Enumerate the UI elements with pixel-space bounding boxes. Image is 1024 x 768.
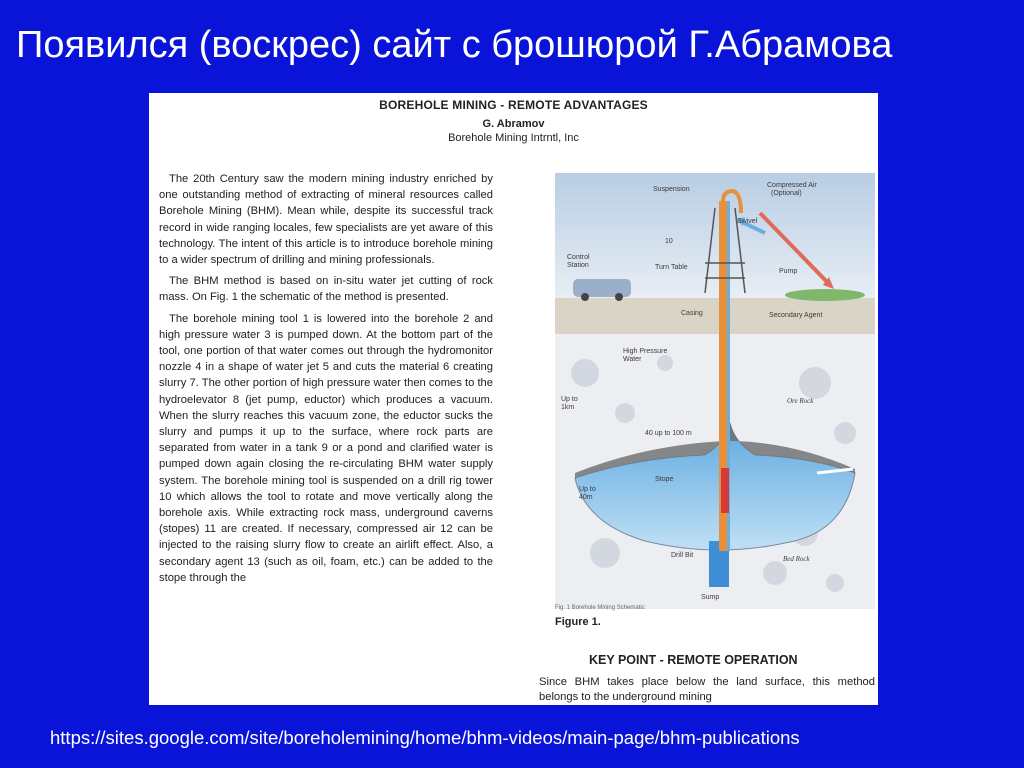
tank-pond <box>785 289 865 301</box>
label-drill-bit: Drill Bit <box>671 552 694 559</box>
label-bed-rock: Bed Rock <box>783 555 810 563</box>
control-station-vehicle <box>573 279 631 297</box>
label-depth-range: 40 up to 100 m <box>645 430 692 437</box>
key-point-text: Since BHM takes place below the land surface, this method belongs to the underground mining <box>539 676 875 703</box>
label-pump: Pump <box>779 268 798 275</box>
document-author: G. Abramov <box>482 118 545 130</box>
figure-small-caption: Fig. 1 Borehole Mining Schematic <box>555 605 645 611</box>
label-secondary-agent: Secondary Agent <box>769 312 823 319</box>
label-casing: Casing <box>681 310 703 317</box>
label-hp-water-2: Water <box>623 356 642 363</box>
label-control-1: Control <box>567 254 590 261</box>
key-point-title: KEY POINT - REMOTE OPERATION <box>589 653 798 667</box>
article-body <box>159 171 493 591</box>
document-header <box>149 97 878 145</box>
source-url[interactable]: https://sites.google.com/site/boreholemining/home/bhm-videos/main-page/bhm-publications <box>50 727 800 748</box>
label-optional: (Optional) <box>771 190 802 197</box>
article-paragraph-1: The 20th Century saw the modern mining industry enriched by one outstanding method of extracting of mineral resources called Borehole Mining (BHM). Mean while, despite its successful track record in wide ranging locales, few specialists are yet aware of this technology. The intent of this article is to introduce borehole mining to a wider spectrum of drilling and mining professionals. <box>159 173 493 267</box>
label-turn-table: Turn Table <box>655 264 688 271</box>
casing-layer <box>555 298 875 334</box>
label-stope-left-2: 40m <box>579 494 593 501</box>
document-company: Borehole Mining Intrntl, Inc <box>448 132 579 144</box>
label-suspension: Suspension <box>653 186 690 193</box>
label-sump: Sump <box>701 594 720 601</box>
document-title: BOREHOLE MINING - REMOTE ADVANTAGES <box>379 98 648 112</box>
document-page <box>149 93 878 705</box>
label-up-to-2: 1km <box>561 404 575 411</box>
label-ore-rock: Ore Rock <box>787 397 814 405</box>
label-swivel: Swivel <box>737 218 758 225</box>
figure-caption: Figure 1. <box>555 616 601 628</box>
label-stope-left-1: Up to <box>579 486 596 493</box>
label-compressed-air: Compressed Air <box>767 182 817 189</box>
article-paragraph-3: The borehole mining tool 1 is lowered into the borehole 2 and high pressure water 3 is pumped down. At the bottom part of the tool, one portion of that water comes out through the hydromonitor nozzle 4 in a shape of water jet 5 and cuts the material 6 creating slurry 7. The other portion of high pressure water then comes to the hydroelevator 8 (jet pump, eductor) which produces a vacuum. When the slurry reaches this vacuum zone, the eductor sucks the slurry and pumps it up to the surface, where rock parts are separated from water in a tank 9 or a pond and clarified water is pumped down again closing the re-circulating BHM water supply system. The borehole mining tool is suspended on a drill rig tower 10 which allows the tool to rotate and move vertically along the borehole axis. While extracting rock mass, underground caverns (stopes) 11 are created. If necessary, compressed air 12 can be injected to the raising slurry flow to create an airlift effect. Also, a secondary agent 13 (such as oil, foam, etc.) can be added to the stope through the <box>159 312 493 584</box>
label-10: 10 <box>665 238 673 245</box>
borehole-mining-schematic <box>555 173 875 609</box>
slide-title: Появился (воскрес) сайт с брошюрой Г.Абрамова <box>16 24 893 66</box>
label-hp-water-1: High Pressure <box>623 348 668 355</box>
label-up-to-1: Up to <box>561 396 578 403</box>
hydroelevator <box>721 468 729 513</box>
label-stope: Stope <box>655 476 674 483</box>
label-control-2: Station <box>567 262 589 269</box>
schematic-svg <box>555 173 875 609</box>
article-paragraph-2: The BHM method is based on in-situ water jet cutting of rock mass. On Fig. 1 the schematic of the method is presented. <box>159 275 493 304</box>
